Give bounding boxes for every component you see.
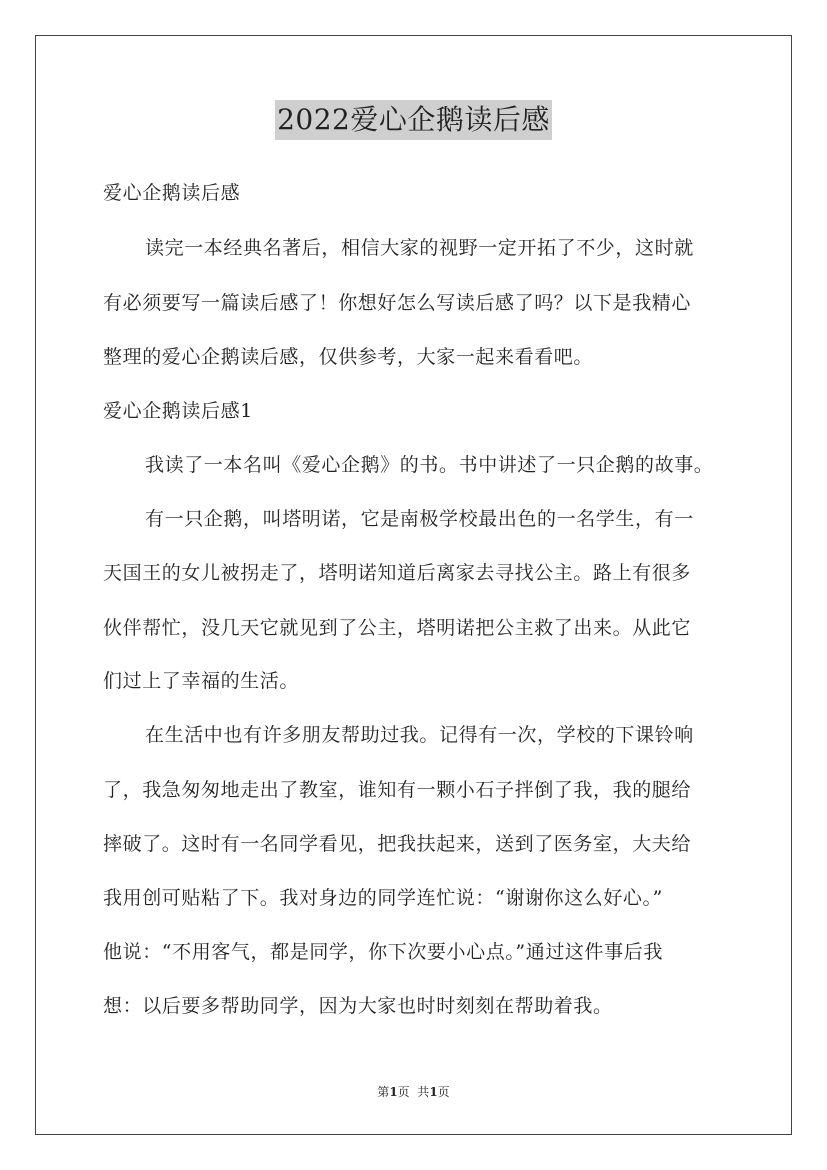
title-container	[0, 100, 827, 140]
paragraph-line: 读完一本经典名著后，相信大家的视野一定开拓了不少，这时就	[145, 237, 694, 259]
paragraph-line: 在生活中也有许多朋友帮助过我。记得有一次，学校的下课铃响	[145, 724, 694, 746]
page-total: 1	[429, 1085, 438, 1099]
page-suffix: 页	[437, 1085, 450, 1099]
paragraph-line: 想：以后要多帮助同学，因为大家也时时刻刻在帮助着我。	[103, 995, 613, 1017]
paragraph-line: 伙伴帮忙，没几天它就见到了公主，塔明诺把公主救了出来。从此它	[103, 617, 692, 639]
page-footer	[0, 1084, 827, 1100]
paragraph-line: 有一只企鹅，叫塔明诺，它是南极学校最出色的一名学生，有一	[145, 508, 694, 530]
section-heading: 爱心企鹅读后感1	[103, 400, 253, 422]
paragraph-line: 他说：“不用客气，都是同学，你下次要小心点。”通过这件事后我	[103, 941, 663, 963]
paragraph-line: 了，我急匆匆地走出了教室，谁知有一颗小石子拌倒了我，我的腿给	[103, 779, 692, 801]
paragraph-line: 们过上了幸福的生活。	[103, 670, 300, 692]
section-heading: 爱心企鹅读后感	[103, 182, 241, 204]
paragraph-line: 天国王的女儿被拐走了，塔明诺知道后离家去寻找公主。路上有很多	[103, 562, 692, 584]
paragraph-line: 我读了一本名叫《爱心企鹅》的书。书中讲述了一只企鹅的故事。	[145, 454, 714, 476]
page-current: 1	[389, 1085, 398, 1099]
paragraph-line: 整理的爱心企鹅读后感，仅供参考，大家一起来看看吧。	[103, 346, 594, 368]
paragraph-line: 我用创可贴粘了下。我对身边的同学连忙说：“谢谢你这么好心。”	[103, 887, 663, 909]
page-mid: 页 共	[397, 1085, 430, 1099]
paragraph-line: 摔破了。这时有一名同学看见，把我扶起来，送到了医务室，大夫给	[103, 833, 692, 855]
document-title: 2022爱心企鹅读后感	[275, 100, 552, 140]
page-prefix: 第	[377, 1085, 390, 1099]
paragraph-line: 有必须要写一篇读后感了！你想好怎么写读后感了吗？以下是我精心	[103, 292, 692, 314]
